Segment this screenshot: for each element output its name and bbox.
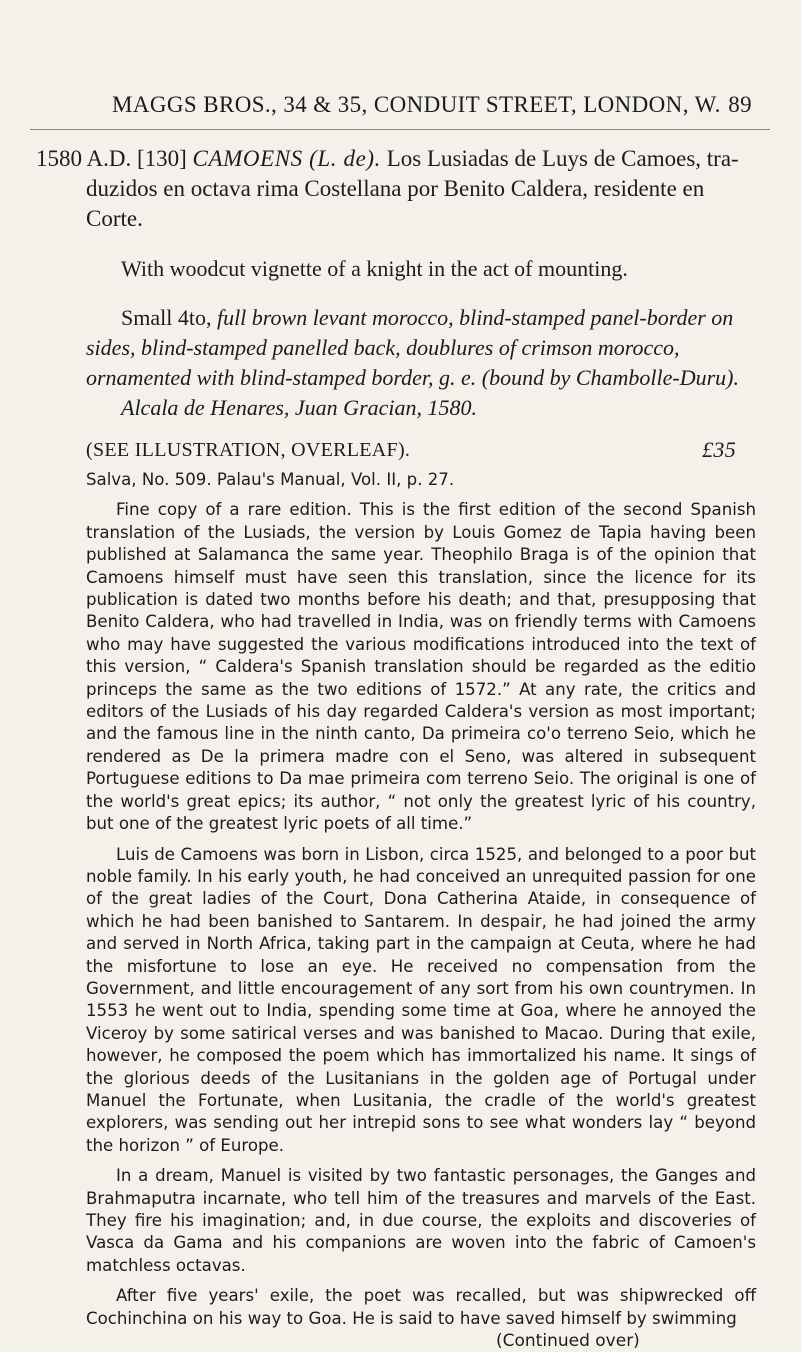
header-rule [30,129,770,130]
paragraph-1: Fine copy of a rare edition. This is the first edition of the second Spanish translation of the Lusiads, the version by Louis Gomez de Tapia having been published at Salamanca the same year. Theophilo Braga is of the opinion that Camoens himself must have seen this translation, since the licence for its publication is dated two months before his death; and that, presupposing that Benito Caldera, who had travelled in India, was on friendly terms with Camoens who may have suggested the various modifications introduced into the text of this version, “ Caldera's Spanish translation should be regarded as the editio princeps the same as the two editions of 1572.” At any rate, the critics and editors of the Lusiads of his day regarded Caldera's version as most important; and the famous line in the ninth canto, Da primeira co'o terreno Seio, which he rendered as De la primera madre con el Seno, was altered in subsequent Portuguese editions to Da mae primeira com terreno Seio. The original is one of the world's great epics; its author, “ not only the greatest lyric of his country, but one of the greatest lyric poets of all time.” [86,500,756,834]
entry-title-start: Los Lusiadas de Luys de Camoes, tra- [386,146,739,171]
running-head: MAGGS BROS., 34 & 35, CONDUIT STREET, LONDON, W. [112,92,721,117]
entry-author: CAMOENS (L. de). [192,146,381,171]
vignette-note: With woodcut vignette of a knight in the act of mounting. [121,256,628,281]
page-number: 89 [728,92,752,117]
binding-text: full brown levant morocco, blind-stamped panel-border on sides, blind-stamped panelled back, doublures of crimson morocco, ornamented with blind-stamped border, g. e. (bound by Chambolle-Duru). [86,305,740,390]
entry-number: [130] [136,146,187,171]
imprint: Alcala de Henares, Juan Gracian, 1580. [121,395,478,420]
catalogue-entry [36,144,756,1352]
binding-description [36,303,756,393]
see-illustration: (SEE ILLUSTRATION, OVERLEAF). [86,439,411,461]
see-illustration-line [36,435,746,465]
entry-title-end: duzidos en octava rima Costellana por Benito Caldera, residente en Corte. [86,176,705,231]
paragraph-2: Luis de Camoens was born in Lisbon, circa 1525, and belonged to a poor but noble family. In his early youth, he had conceived an unrequited passion for one of the great ladies of the Court, Dona Catherina Ataide, in consequence of which he had been banished to Santarem. In despair, he had joined the army and served in North Africa, taking part in the campaign at Ceuta, where he had the misfortune to lose an eye. He received no compensation from the Government, and little encouragement of any sort from his own countrymen. In 1553 he went out to India, spending some time at Goa, where he annoyed the Viceroy by some satirical verses and was banished to Macao. During that exile, however, he composed the poem which has immortalized his name. It sings of the glorious deeds of the Lusitanians in the golden age of Portugal under Manuel the Fortunate, when Lusitania, the cradle of the world's greatest explorers, was sending out her intrepid sons to see what wonders lay “ beyond the horizon ” of Europe. [86,844,756,1155]
format-text: Small 4to, [121,305,217,330]
page-header [112,92,752,118]
paragraph-3: In a dream, Manuel is visited by two fantastic personages, the Ganges and Brahmaputra incarnate, who tell him of the treasures and marvels of the East. They fire his imagination; and, in due course, the exploits and discoveries of Vasca da Gama and his companions are woven into the fabric of Camoen's matchless octavas. [86,1166,756,1275]
paragraph-4: After five years' exile, the poet was recalled, but was shipwrecked off Cochinchina on his way to Goa. He is said to have saved himself by swimming [86,1286,756,1328]
continued-note: (Continued over) [496,1331,640,1352]
price: £35 [702,437,736,462]
entry-year: 1580 A.D. [36,146,132,171]
entry-title-line [36,144,756,174]
bibliographic-reference: Salva, No. 509. Palau's Manual, Vol. II, p. 27. [86,470,455,489]
